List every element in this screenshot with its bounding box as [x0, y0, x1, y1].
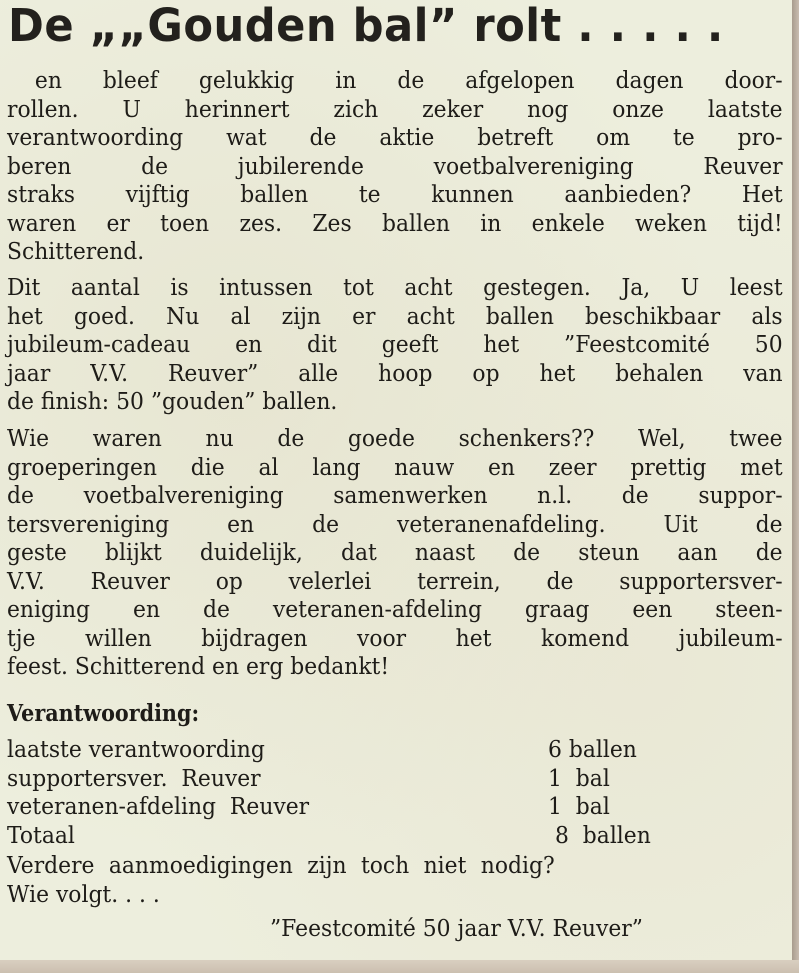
paragraph-line: geste blijkt duidelijk, dat naast de steun aan de — [7, 538, 783, 566]
paragraph-line: Schitterend. — [7, 237, 145, 265]
paragraph-line: Dit aantal is intussen tot acht gestegen. Ja, U leest — [7, 273, 783, 301]
ledger-count: 8 ballen — [555, 820, 651, 849]
paragraph-line: tersvereniging en de veteranenafdeling. Uit de — [7, 509, 783, 538]
headline: De „„Gouden bal” rolt . . . . . — [8, 0, 724, 52]
paragraph-line: en bleef gelukkig in de afgelopen dagen door- — [34, 66, 783, 94]
paragraph-line: beren de jubilerende voetbalvereniging Reuver — [7, 151, 783, 180]
paragraph-line: waren er toen zes. Zes ballen in enkele weken tijd! — [7, 208, 783, 237]
ledger-row-total — [7, 821, 707, 850]
paragraph-2 — [7, 273, 783, 416]
ledger-label: laatste verantwoording — [7, 735, 265, 763]
paragraph-line: verantwoording wat de aktie betreft om te pro- — [7, 123, 783, 151]
closing-line: Verdere aanmoedigingen zijn toch niet nodig? — [7, 851, 555, 879]
paragraph-line: groeperingen die al lang nauw en zeer prettig met — [7, 452, 783, 481]
closing-text — [7, 851, 555, 908]
paragraph-line: het goed. Nu al zijn er acht ballen beschikbaar als — [7, 301, 783, 330]
paragraph-line: eniging en de veteranen-afdeling graag een steen- — [7, 595, 783, 623]
paragraph-line: straks vijftig ballen te kunnen aanbieden? Het — [7, 180, 783, 208]
paragraph-line: de voetbalvereniging samenwerken n.l. de suppor- — [7, 481, 783, 509]
paragraph-line: de finish: 50 ”gouden” ballen. — [7, 387, 338, 415]
paragraph-line: rollen. U herinnert zich zeker nog onze laatste — [7, 94, 783, 123]
paragraph-3 — [7, 424, 783, 681]
ledger-heading: Verantwoording: — [7, 700, 200, 727]
paragraph-1 — [7, 66, 783, 266]
ledger-count: 6 ballen — [548, 735, 637, 763]
ledger-count: 1 bal — [548, 763, 610, 792]
closing-line: Wie volgt. . . . — [7, 879, 160, 908]
ledger-row — [7, 735, 707, 764]
ledger-count: 1 bal — [548, 792, 610, 820]
paragraph-line: jaar V.V. Reuver” alle hoop op het behalen van — [7, 358, 783, 387]
paragraph-line: jubileum-cadeau en dit geeft het ”Feestcomité 50 — [7, 330, 783, 358]
paragraph-line: tje willen bijdragen voor het komend jubileum- — [7, 623, 783, 652]
ledger-label: Totaal — [7, 820, 75, 849]
ledger-row — [7, 764, 707, 793]
ledger-label: supportersver. Reuver — [7, 763, 261, 792]
ledger-row — [7, 792, 707, 821]
clipping-edge-right — [792, 0, 799, 973]
ledger-label: veteranen-afdeling Reuver — [7, 792, 310, 820]
signature: ”Feestcomité 50 jaar V.V. Reuver” — [270, 914, 643, 942]
paragraph-line: V.V. Reuver op velerlei terrein, de supportersver- — [7, 566, 783, 595]
paragraph-line: Wie waren nu de goede schenkers?? Wel, twee — [7, 424, 783, 452]
ledger-table — [7, 735, 707, 849]
paragraph-line: feest. Schitterend en erg bedankt! — [7, 652, 390, 680]
clipping-edge-bottom — [0, 960, 799, 973]
